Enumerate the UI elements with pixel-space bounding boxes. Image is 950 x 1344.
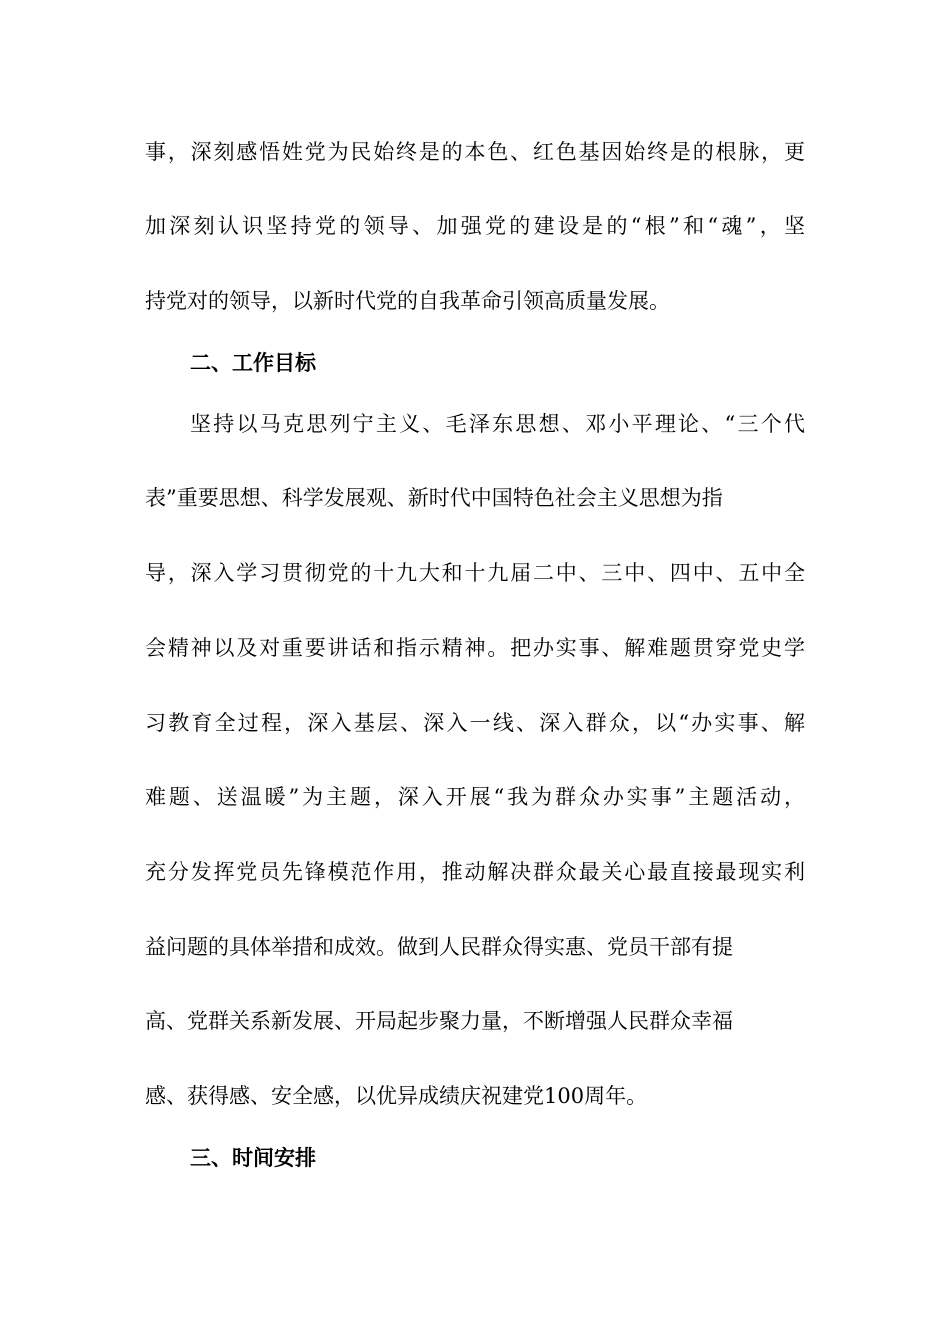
paragraph-line: 益问题的具体举措和成效。做到人民群众得实惠、党员干部有提	[145, 935, 733, 959]
paragraph-line: 事，深刻感悟姓党为民始终是的本色、红色基因始终是的根脉，更	[145, 140, 805, 164]
paragraph-line: 会精神以及对重要讲话和指示精神。把办实事、解难题贯穿党史学	[145, 636, 805, 660]
paragraph-line: 难题、送温暖”为主题，深入开展“我为群众办实事”主题活动，	[145, 785, 805, 809]
section-heading-work-goals: 二、工作目标	[190, 351, 316, 375]
paragraph-line: 加深刻认识坚持党的领导、加强党的建设是的“根”和“魂”，坚	[145, 214, 805, 238]
paragraph-line: 导，深入学习贯彻党的十九大和十九届二中、三中、四中、五中全	[145, 561, 805, 585]
paragraph-line: 表”重要思想、科学发展观、新时代中国特色社会主义思想为指	[145, 486, 723, 510]
paragraph-line: 持党对的领导，以新时代党的自我革命引领高质量发展。	[145, 289, 670, 313]
section-heading-schedule: 三、时间安排	[190, 1146, 316, 1170]
paragraph-line: 高、党群关系新发展、开局起步聚力量，不断增强人民群众幸福	[145, 1009, 733, 1033]
paragraph-line: 充分发挥党员先锋模范作用，推动解决群众最关心最直接最现实利	[145, 860, 805, 884]
paragraph-line: 坚持以马克思列宁主义、毛泽东思想、邓小平理论、“三个代	[190, 412, 805, 436]
paragraph-line: 习教育全过程，深入基层、深入一线、深入群众，以“办实事、解	[145, 711, 805, 735]
paragraph-line: 感、获得感、安全感，以优异成绩庆祝建党100周年。	[145, 1084, 648, 1108]
